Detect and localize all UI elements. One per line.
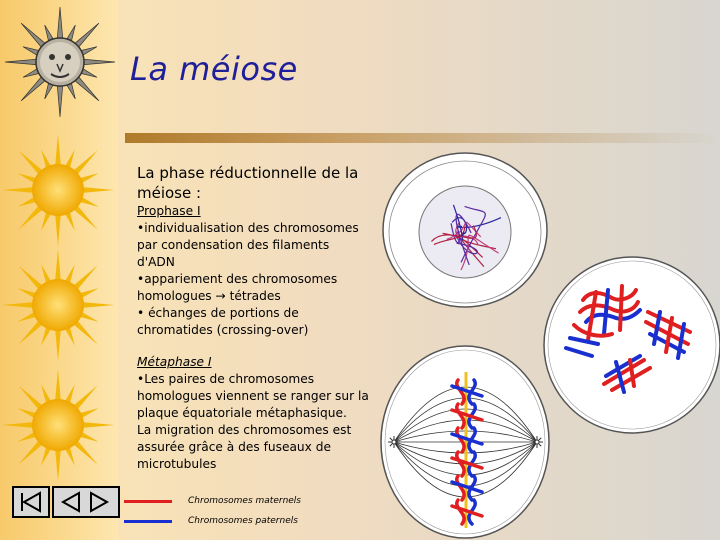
tetrad-cell-figure <box>544 257 720 433</box>
prophase-line: •appariement des chromosomes homologues → tétrades <box>137 272 338 303</box>
page-title: La méiose <box>130 50 298 88</box>
metaphase-cell-figure <box>381 346 549 538</box>
prophase-line: • échanges de portions de chromatides (crossing-over) <box>137 306 309 337</box>
prophase-line: •individualisation des chromosomes par condensation des filaments d'ADN <box>137 221 359 269</box>
section-heading: La phase réductionnelle de la méiose : <box>137 164 359 202</box>
paternal-legend-label: Chromosomes paternels <box>188 516 298 526</box>
maternal-legend-label: Chromosomes maternels <box>188 496 301 506</box>
metaphase-line: •Les paires de chromosomes homologues viennent se ranger sur la plaque équatoriale métaphasique. <box>137 372 369 420</box>
metaphase-label: Métaphase I <box>137 355 212 369</box>
metaphase-line: La migration des chromosomes est assurée grâce à des fuseaux de microtubules <box>137 423 352 471</box>
prophase-label: Prophase I <box>137 204 201 218</box>
prophase-cell-figure <box>383 153 547 307</box>
